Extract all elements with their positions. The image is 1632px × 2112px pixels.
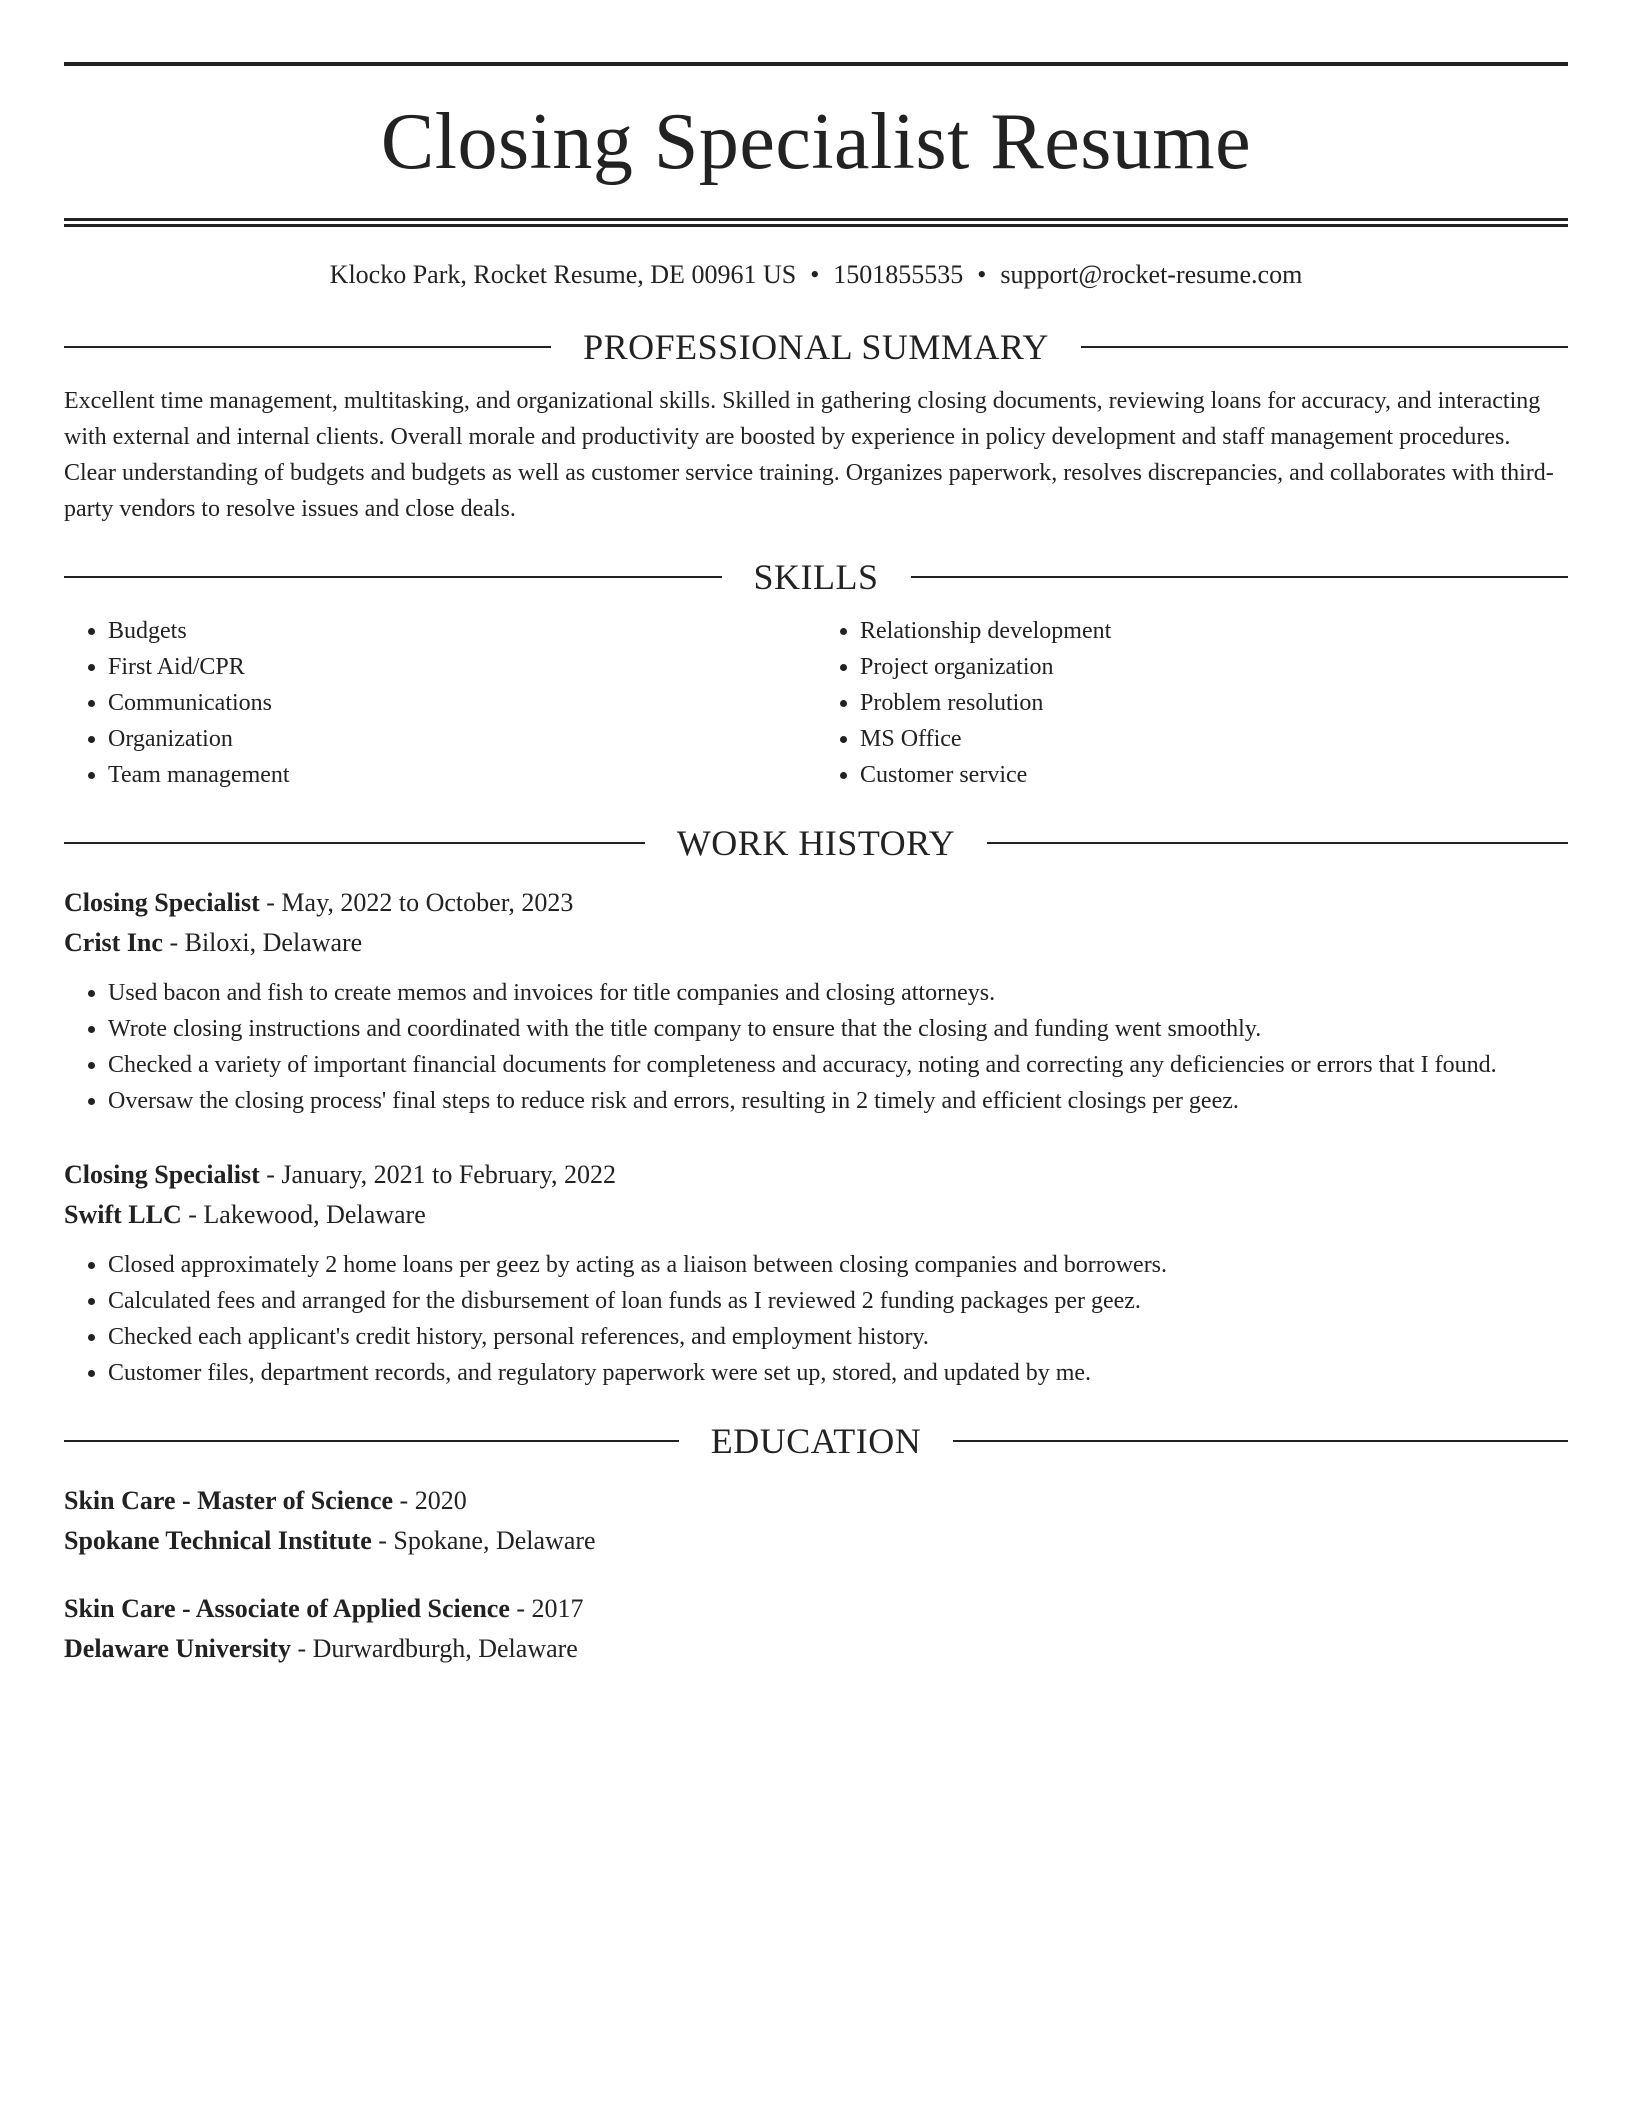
job-title-line [64, 1155, 1568, 1195]
heading-rule [64, 576, 722, 578]
section-heading-education [64, 1417, 1568, 1465]
skills-list [64, 613, 1568, 793]
heading-rule [987, 842, 1568, 844]
job-title-line [64, 883, 1568, 923]
heading-rule [64, 346, 551, 348]
section-label: EDUCATION [710, 1421, 922, 1461]
job-bullets [64, 1247, 1568, 1391]
job-bullets [64, 975, 1568, 1119]
heading-rule [911, 576, 1569, 578]
education-degree-line [64, 1589, 1568, 1629]
education-location: Durwardburgh, Delaware [312, 1634, 578, 1663]
skill-item: • First Aid/CPR [108, 649, 816, 685]
skill-item: • Team management [108, 757, 816, 793]
dash: - [188, 1200, 197, 1229]
education-year: 2017 [531, 1594, 584, 1623]
contact-separator: • [810, 260, 820, 289]
job-title: Closing Specialist [64, 888, 260, 917]
dash: - [297, 1634, 307, 1663]
education-entry [64, 1589, 1568, 1669]
skill-item: • Problem resolution [860, 685, 1568, 721]
title-double-rule [64, 218, 1568, 227]
summary-text: Excellent time management, multitasking, and organizational skills. Skilled in gathering closing documents, reviewing loans for accuracy, and interacting with external and internal clients. Overall morale and productivity are boosted by experience in policy development and staff management procedures. Clear understanding of budgets and budgets as well as customer service training. Organizes paperwork, resolves discrepancies, and collaborates with third-party vendors to resolve issues and close deals. [64, 388, 1554, 522]
heading-rule [64, 1440, 679, 1442]
dash: - [516, 1594, 526, 1623]
section-label: WORK HISTORY [676, 823, 956, 863]
job-bullet: • Checked each applicant's credit history, personal references, and employment history. [108, 1319, 1568, 1355]
section-label: PROFESSIONAL SUMMARY [583, 327, 1049, 367]
contact-phone: 1501855535 [833, 260, 964, 289]
section-label: SKILLS [753, 557, 879, 597]
job-bullet: • Calculated fees and arranged for the disbursement of loan funds as I reviewed 2 funding packages per geez. [108, 1283, 1568, 1319]
job-bullet: • Oversaw the closing process' final steps to reduce risk and errors, resulting in 2 timely and efficient closings per geez. [108, 1083, 1568, 1119]
contact-email: support@rocket-resume.com [1000, 260, 1303, 289]
contact-line [64, 257, 1568, 293]
skill-item: • Customer service [860, 757, 1568, 793]
contact-separator: • [977, 260, 987, 289]
contact-address: Klocko Park, Rocket Resume, DE 00961 US [329, 260, 797, 289]
skill-item: • Relationship development [860, 613, 1568, 649]
dash: - [399, 1486, 409, 1515]
job-company: Swift LLC [64, 1200, 182, 1229]
dash: - [169, 928, 179, 957]
section-heading-skills [64, 553, 1568, 601]
heading-rule [953, 1440, 1568, 1442]
education-school: Delaware University [64, 1634, 291, 1663]
job-entry [64, 1155, 1568, 1391]
skill-item: • MS Office [860, 721, 1568, 757]
job-dates: May, 2022 to October, 2023 [281, 888, 574, 917]
skill-item: • Budgets [108, 613, 816, 649]
section-heading-work-history [64, 819, 1568, 867]
dash: - [378, 1526, 387, 1555]
heading-rule [1081, 346, 1568, 348]
job-bullet: • Wrote closing instructions and coordinated with the title company to ensure that the closing and funding went smoothly. [108, 1011, 1568, 1047]
heading-rule [64, 842, 645, 844]
education-year: 2020 [414, 1486, 467, 1515]
job-location: Lakewood, Delaware [203, 1200, 426, 1229]
education-degree: Skin Care - Associate of Applied Science [64, 1594, 510, 1623]
skill-item: • Organization [108, 721, 816, 757]
job-bullet: • Used bacon and fish to create memos and invoices for title companies and closing attorneys. [108, 975, 1568, 1011]
education-degree: Skin Care - Master of Science [64, 1486, 394, 1515]
section-heading-summary [64, 323, 1568, 371]
job-bullet: • Checked a variety of important financial documents for completeness and accuracy, noting and correcting any deficiencies or errors that I found. [108, 1047, 1568, 1083]
education-entry [64, 1481, 1568, 1561]
education-school-line [64, 1629, 1568, 1669]
skill-item: • Project organization [860, 649, 1568, 685]
job-location: Biloxi, Delaware [184, 928, 363, 957]
job-entry [64, 883, 1568, 1119]
job-bullet: • Customer files, department records, and regulatory paperwork were set up, stored, and updated by me. [108, 1355, 1568, 1391]
dash: - [266, 1160, 275, 1189]
skill-item: • Communications [108, 685, 816, 721]
job-company-line [64, 923, 1568, 963]
skills-column-right [816, 613, 1568, 793]
education-school-line [64, 1521, 1568, 1561]
dash: - [266, 888, 275, 917]
job-dates: January, 2021 to February, 2022 [281, 1160, 616, 1189]
education-location: Spokane, Delaware [393, 1526, 596, 1555]
skills-column-left [64, 613, 816, 793]
top-rule [64, 62, 1568, 66]
resume-title: Closing Specialist Resume [380, 98, 1252, 186]
education-school: Spokane Technical Institute [64, 1526, 372, 1555]
job-title: Closing Specialist [64, 1160, 260, 1189]
job-company: Crist Inc [64, 928, 163, 957]
education-degree-line [64, 1481, 1568, 1521]
job-bullet: • Closed approximately 2 home loans per geez by acting as a liaison between closing companies and borrowers. [108, 1247, 1568, 1283]
job-company-line [64, 1195, 1568, 1235]
